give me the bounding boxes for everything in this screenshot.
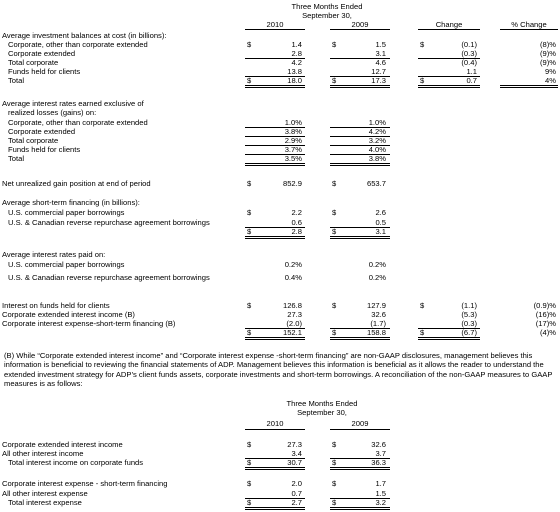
value-pct: 4% (545, 76, 556, 85)
value-change: (0.4) (461, 58, 477, 67)
value-2009: 0.5 (375, 218, 386, 227)
dollar-sign: $ (247, 208, 252, 217)
row-label: U.S. & Canadian reverse repurchase agreement borrowings (8, 218, 210, 227)
value-2009: 12.7 (371, 67, 386, 76)
section-title-short-term: Average short-term financing (in billions): (2, 198, 140, 207)
row-label: Total corporate (8, 136, 59, 145)
row-label: Corporate extended interest income (2, 440, 123, 449)
value-2009: 1.0% (368, 118, 386, 127)
section-title-rates-paid: Average interest rates paid on: (2, 250, 106, 259)
row-label: U.S. commercial paper borrowings (8, 208, 125, 217)
dollar-sign: $ (332, 227, 337, 236)
table2-col-2010: 2010 (266, 419, 284, 428)
table1-col-pct: % Change (511, 20, 547, 29)
value-2010: 3.8% (284, 127, 302, 136)
row-label: Total corporate (8, 58, 59, 67)
dollar-sign: $ (247, 301, 252, 310)
value-2010: 2.9% (284, 136, 302, 145)
row-label: Corporate, other than corporate extended (8, 118, 148, 127)
value-2009: 3.2% (368, 136, 386, 145)
value-2009: 4.6 (375, 58, 386, 67)
value-2010: 0.2% (284, 260, 302, 269)
value-2010: 27.3 (287, 310, 302, 319)
value-2010: 2.8 (291, 49, 302, 58)
row-label: U.S. commercial paper borrowings (8, 260, 125, 269)
value-2009: 4.0% (368, 145, 386, 154)
value-2009: 4.2% (368, 127, 386, 136)
row-label: Corporate extended (8, 49, 76, 58)
dollar-sign: $ (332, 440, 337, 449)
value-change: (6.7) (461, 328, 477, 337)
table1-col-2010: 2010 (266, 20, 284, 29)
value-change: (0.1) (461, 40, 477, 49)
row-label: All other interest income (2, 449, 84, 458)
value-2010: 126.8 (282, 301, 302, 310)
value-2010: 1.4 (291, 40, 302, 49)
value-2009: 3.8% (368, 154, 386, 163)
section-title-avg-rates-2: realized losses (gains) on: (8, 108, 97, 117)
row-label: All other interest expense (2, 489, 88, 498)
value-2009: 2.6 (375, 208, 386, 217)
dollar-sign: $ (247, 440, 252, 449)
dollar-sign: $ (332, 328, 337, 337)
value-2009: 0.2% (368, 260, 386, 269)
row-label: U.S. & Canadian reverse repurchase agreement borrowings (8, 273, 210, 282)
value-pct: (8)% (539, 40, 556, 49)
value-2009: (1.7) (370, 319, 386, 328)
value-change: (0.3) (461, 319, 477, 328)
value-change: 1.1 (466, 67, 477, 76)
value-2009: 3.7 (375, 449, 386, 458)
row-label: Total interest expense (8, 498, 82, 507)
dollar-sign: $ (332, 301, 337, 310)
value-2009: 1.7 (375, 479, 386, 488)
value-2010: 30.7 (287, 458, 302, 467)
value-2009: 0.2% (368, 273, 386, 282)
dollar-sign: $ (247, 179, 252, 188)
value-change: (0.3) (461, 49, 477, 58)
row-label: Funds held for clients (8, 67, 81, 76)
dollar-sign: $ (247, 458, 252, 467)
value-2010: 1.0% (284, 118, 302, 127)
dollar-sign: $ (247, 76, 252, 85)
row-label: Corporate extended (8, 127, 76, 136)
value-2010: (2.0) (286, 319, 302, 328)
value-2009: 17.3 (371, 76, 386, 85)
value-2010: 18.0 (287, 76, 302, 85)
value-pct: (0.9)% (533, 301, 556, 310)
table2-header-line2: September 30, (297, 408, 347, 417)
dollar-sign: $ (247, 40, 252, 49)
value-2010: 3.4 (291, 449, 302, 458)
value-2009: 32.6 (371, 440, 386, 449)
value-change: (1.1) (461, 301, 477, 310)
value-2009: 1.5 (375, 489, 386, 498)
value-change: (5.3) (461, 310, 477, 319)
value-pct: (16)% (535, 310, 556, 319)
value-2010: 152.1 (282, 328, 302, 337)
value-2009: 3.1 (375, 49, 386, 58)
value-2009: 127.9 (366, 301, 386, 310)
table1-header-line2: September 30, (302, 11, 352, 20)
value-pct: (9)% (539, 49, 556, 58)
dollar-sign: $ (332, 458, 337, 467)
row-label: Total interest income on corporate funds (8, 458, 144, 467)
footnote-paragraph: (B) While “Corporate extended interest income” and “Corporate interest expense -short-term financing” are non-GAAP disclosures, management believes this information is beneficial to reviewing the financial statements of ADP. Management believes this information is beneficial as it allows the reader to understand the extended investment strategy for ADP’s client funds assets, corporate investments and short-term borrowings. A reconciliation of the non-GAAP measures to GAAP measures is as follows: (4, 351, 553, 389)
value-2010: 0.7 (291, 489, 302, 498)
row-label: Total (8, 76, 25, 85)
value-2010: 4.2 (291, 58, 302, 67)
value-2010: 0.6 (291, 218, 302, 227)
value-2010: 2.8 (291, 227, 302, 236)
dollar-sign: $ (332, 179, 337, 188)
value-2010: 27.3 (287, 440, 302, 449)
row-label: Interest on funds held for clients (2, 301, 110, 310)
value-pct: (4)% (539, 328, 556, 337)
dollar-sign: $ (420, 40, 425, 49)
row-label: Net unrealized gain position at end of period (2, 179, 151, 188)
table1-col-2009: 2009 (351, 20, 369, 29)
dollar-sign: $ (332, 40, 337, 49)
row-label: Corporate extended interest income (B) (2, 310, 135, 319)
dollar-sign: $ (332, 208, 337, 217)
dollar-sign: $ (420, 328, 425, 337)
value-2010: 2.2 (291, 208, 302, 217)
dollar-sign: $ (247, 479, 252, 488)
value-2010: 852.9 (282, 179, 302, 188)
table1-header-line1: Three Months Ended (291, 2, 363, 11)
dollar-sign: $ (247, 227, 252, 236)
row-label: Corporate interest expense-short-term financing (B) (2, 319, 176, 328)
value-2009: 1.5 (375, 40, 386, 49)
value-change: 0.7 (466, 76, 477, 85)
table2-col-2009: 2009 (351, 419, 369, 428)
value-2009: 158.8 (366, 328, 386, 337)
dollar-sign: $ (332, 76, 337, 85)
row-label: Funds held for clients (8, 145, 81, 154)
row-label: Total (8, 154, 25, 163)
section-title-avg-balances: Average investment balances at cost (in billions): (2, 31, 167, 40)
value-2010: 3.7% (284, 145, 302, 154)
row-label: Corporate interest expense - short-term financing (2, 479, 168, 488)
value-2009: 36.3 (371, 458, 386, 467)
value-2009: 3.2 (375, 498, 386, 507)
table1-col-change: Change (435, 20, 463, 29)
dollar-sign: $ (332, 479, 337, 488)
value-2009: 653.7 (366, 179, 386, 188)
dollar-sign: $ (420, 301, 425, 310)
value-2010: 0.4% (284, 273, 302, 282)
value-2010: 2.0 (291, 479, 302, 488)
dollar-sign: $ (332, 498, 337, 507)
row-label: Corporate, other than corporate extended (8, 40, 148, 49)
value-2010: 2.7 (291, 498, 302, 507)
value-2010: 3.5% (284, 154, 302, 163)
value-2009: 32.6 (371, 310, 386, 319)
value-pct: 9% (545, 67, 556, 76)
dollar-sign: $ (247, 328, 252, 337)
value-pct: (9)% (539, 58, 556, 67)
dollar-sign: $ (420, 76, 425, 85)
value-pct: (17)% (535, 319, 556, 328)
dollar-sign: $ (247, 498, 252, 507)
value-2009: 3.1 (375, 227, 386, 236)
table2-header-line1: Three Months Ended (286, 399, 358, 408)
value-2010: 13.8 (287, 67, 302, 76)
section-title-avg-rates: Average interest rates earned exclusive of (2, 99, 144, 108)
